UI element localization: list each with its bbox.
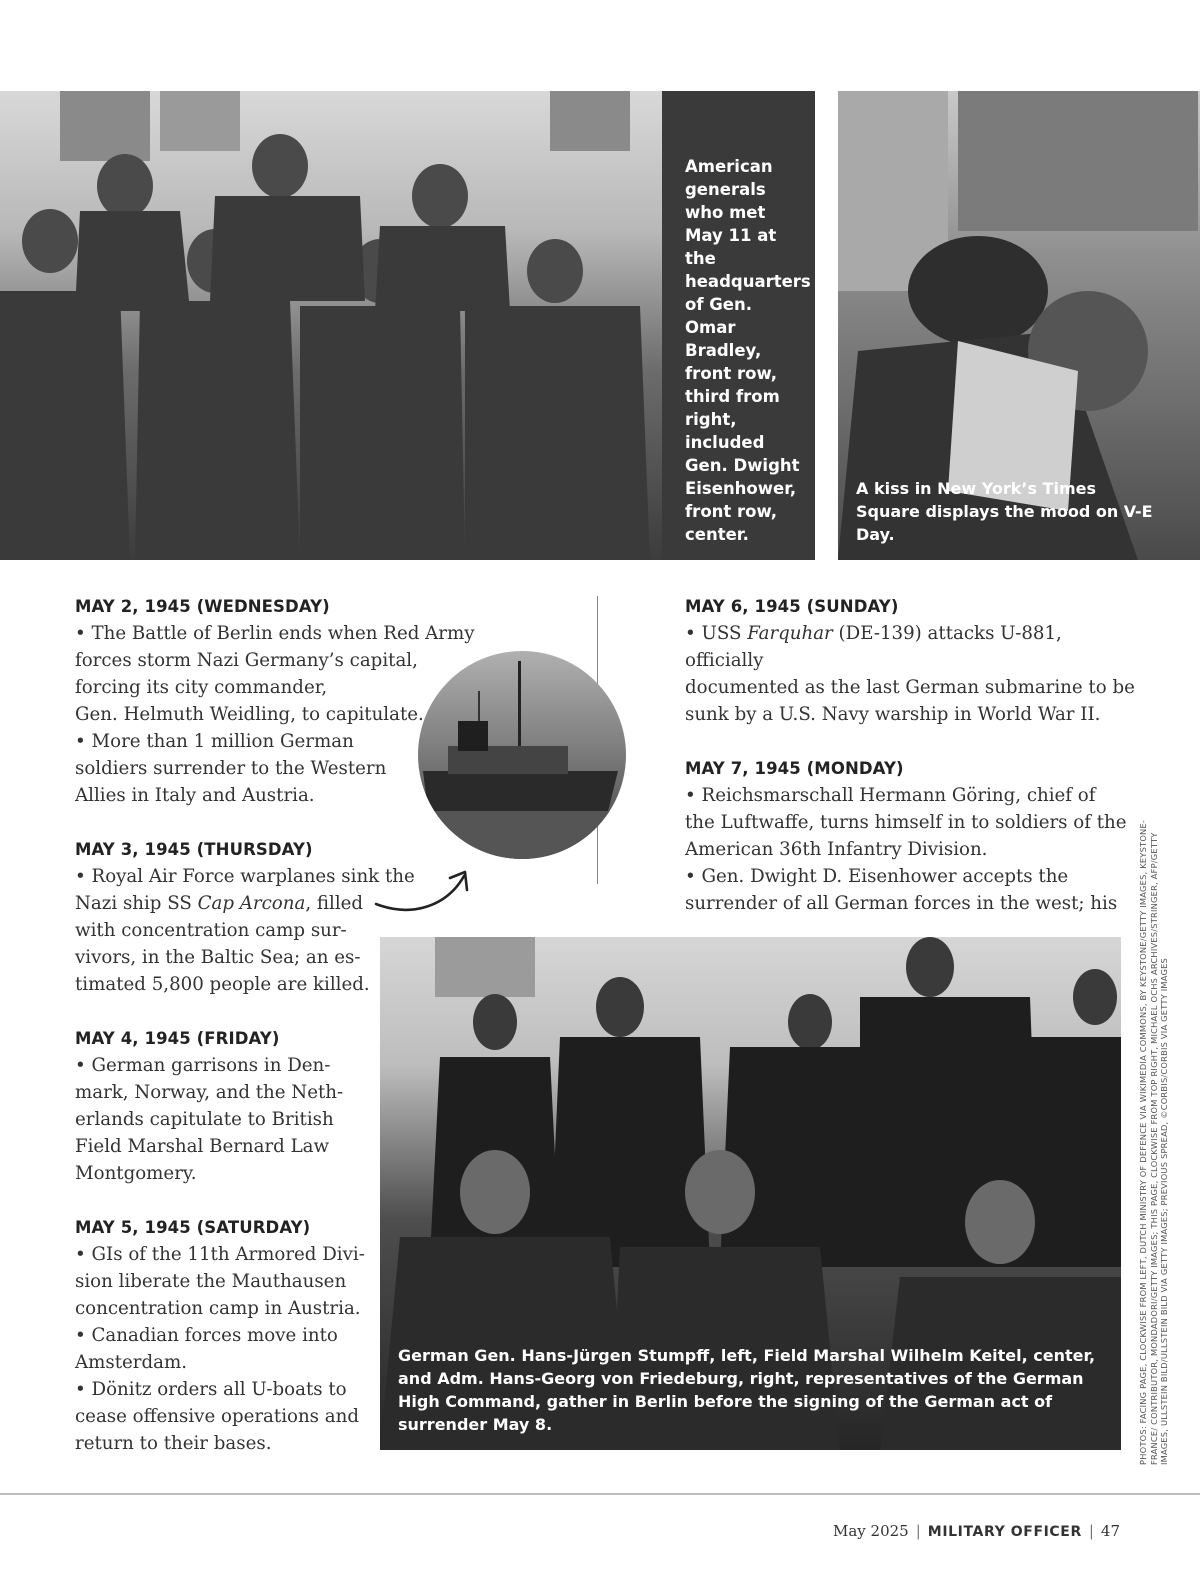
timeline-text-line: • Reichsmarschall Hermann Göring, chief of [685,785,1096,806]
timeline-text-line: • German garrisons in Den- [75,1055,331,1076]
surrender-caption: German Gen. Hans-Jürgen Stumpff, left, Field Marshal Wilhelm Keitel, center, and Adm. Hans-Georg von Friedeburg, right, representatives of the German High Command, gather in Berlin before the signing of the German act of surrender May 8. [398,1346,1096,1434]
timeline-text-line: vivors, in the Baltic Sea; an es- [75,947,361,968]
generals-caption-box [662,91,815,560]
timeline-text-line: mark, Norway, and the Neth- [75,1082,344,1103]
timeline-date-heading: MAY 6, 1945 (SUNDAY) [685,597,899,616]
page-footer [833,1522,1120,1540]
times-square-kiss-photo [838,91,1200,560]
timeline-text-line: • Gen. Dwight D. Eisenhower accepts the [685,866,1069,887]
timeline-text-line: return to their bases. [75,1433,272,1454]
entry-gap [685,728,1145,755]
timeline-text-line: surrender of all German forces in the west; his [685,893,1118,914]
entry-gap [75,809,475,836]
footer-page-number: 47 [1100,1522,1120,1540]
timeline-text-line: Amsterdam. [75,1352,187,1373]
timeline-text-line: with concentration camp sur- [75,920,347,941]
footer-separator: | [915,1522,921,1540]
photo-credit: PHOTOS: FACING PAGE, CLOCKWISE FROM LEFT, DUTCH MINISTRY OF DEFENCE VIA WIKIMEDIA COMMONS, BY KEYSTONE/GETTY IMAGES, KEYSTONE-FRANCE/ CONTRIBUTOR, MONDADORI/GETTY IMAGES; THIS PAGE, CLOCKWISE FROM TOP RIGHT, MICHAEL OCHS ARCHIVES/STRINGER, AFP/GETTY IMAGES, ULLSTEIN BILD/ULLSTEIN BILD VIA GETTY IMAGES; PREVIOUS SPREAD, ©CORBIS/CORBIS VIA GETTY IMAGES [1138,819,1169,1465]
kiss-caption: A kiss in New York’s Times Square displays the mood on V-E Day. [856,479,1153,544]
generals-photo [0,91,662,560]
timeline-text-line: • The Battle of Berlin ends when Red Army [75,623,475,644]
timeline-date-heading: MAY 7, 1945 (MONDAY) [685,759,904,778]
timeline-text-line: cease offensive operations and [75,1406,359,1427]
timeline-text-line: Field Marshal Bernard Law [75,1136,330,1157]
german-high-command-photo [380,937,1121,1450]
timeline-text-line: • USS Farquhar (DE-139) attacks U-881, officially [685,623,1062,671]
timeline-text-line: erlands capitulate to British [75,1109,334,1130]
timeline-text-line: Gen. Helmuth Weidling, to capitulate. [75,704,424,725]
timeline-text-line: the Luftwaffe, turns himself in to soldiers of the [685,812,1127,833]
timeline-text-line: • More than 1 million German [75,731,354,752]
timeline-text-line: Nazi ship SS Cap Arcona, filled [75,893,364,914]
arrow-icon [372,862,472,918]
timeline-text-line: forcing its city commander, [75,677,328,698]
generals-caption: American generals who met May 11 at the headquarters of Gen. Omar Bradley, front row, third from right, included Gen. Dwight Eisenhower, front row, center. [685,157,811,544]
timeline-text-line: • Dönitz orders all U-boats to [75,1379,347,1400]
timeline-text-line: American 36th Infantry Division. [685,839,988,860]
timeline-text-line: documented as the last German submarine to be [685,677,1135,698]
timeline-text-line: concentration camp in Austria. [75,1298,361,1319]
timeline-text-line: sion liberate the Mauthausen [75,1271,347,1292]
timeline-date-heading: MAY 3, 1945 (THURSDAY) [75,840,313,859]
timeline-date-heading: MAY 4, 1945 (FRIDAY) [75,1029,280,1048]
timeline-text-line: soldiers surrender to the Western [75,758,387,779]
cap-arcona-ship-photo [418,651,626,859]
footer-date: May 2025 [833,1522,909,1540]
timeline-date-heading: MAY 5, 1945 (SATURDAY) [75,1218,311,1237]
timeline-text-line: • Royal Air Force warplanes sink the [75,866,415,887]
timeline-text-line: forces storm Nazi Germany’s capital, [75,650,418,671]
footer-separator: | [1088,1522,1094,1540]
timeline-right-column [685,593,1145,917]
timeline-text-line: Montgomery. [75,1163,197,1184]
timeline-text-line: Allies in Italy and Austria. [75,785,315,806]
footer-magazine: MILITARY OFFICER [927,1524,1082,1540]
timeline-text-line: timated 5,800 people are killed. [75,974,370,995]
timeline-date-heading: MAY 2, 1945 (WEDNESDAY) [75,597,330,616]
timeline-text-line: • Canadian forces move into [75,1325,338,1346]
footer-rule [0,1493,1200,1495]
timeline-text-line: • GIs of the 11th Armored Divi- [75,1244,365,1265]
timeline-text-line: sunk by a U.S. Navy warship in World War II. [685,704,1101,725]
